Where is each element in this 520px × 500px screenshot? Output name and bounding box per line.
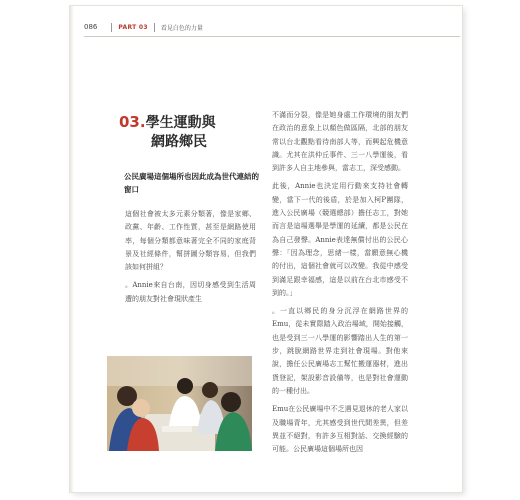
photo-illustration [107, 356, 252, 451]
paragraph: 這個社會被太多元素分類著，像是家鄉、政黨、年齡、工作性質，甚至是網路使用率，每個分類都意味著完全不同的家庭背景及社經條件，幫拼圖分類容易，但我們該如何拼組？ [125, 210, 256, 272]
article-subtitle: 公民廣場這個場所也因此成為世代連結的窗口 [124, 172, 259, 194]
part-label: PART 03 [118, 23, 148, 31]
volunteers-photo [107, 356, 252, 451]
right-column [272, 109, 408, 461]
header-rule [84, 36, 460, 37]
article-title [119, 113, 254, 152]
paragraph: 不滿而分裂，像是她身處工作環境的朋友們在政治的意象上以顏色做區隔，北部的朋友常以台北觀點看待南部人等，而興起危機意識。尤其在洪仲丘事件、三一八學運後，看到許多人自主地參與，當志工，深受感動。 [272, 111, 408, 173]
title-line-2: 網路鄉民 [151, 134, 207, 150]
paragraph: 。一直以鄉民的身分沉浮在網路世界的Emu，從未實際踏入政治場域，開始接觸，也是受到三一八學運的影響踏出人生的第一步，跳脫網路世界走到社會現場。對他來說，擔任公民廣場志工幫忙搬運器材，進出貨登記，架設影音設備等，也是對社會運動的一種付出。 [272, 307, 408, 395]
paragraph: 此後，Annie也決定用行動來支持社會轉變，當下一代的後盾，於是加入柯P團隊，進入公民廣場（競選總部）擔任志工，對她而言是這場選舉是學運的延續，都是公民在為自己發聲。Annie表達無償付出的公民心聲：「因為理念，思緒一樣，當願意無心機的付出，這個社會就可以改變。我從中感受到滿足跟幸福感，這是以前在台北市感受不到的。」 [272, 182, 408, 297]
paragraph: Emu在公民廣場中不乏遇見退休的老人家以及職場青年，尤其感受到世代間差異，但差異並不絕對，有許多互相對話、交換經驗的可能。公民廣場這個場所也因 [272, 405, 408, 454]
article-number: 03. [119, 113, 146, 131]
running-header [84, 21, 203, 33]
title-line-1: 學生運動與 [145, 115, 216, 131]
header-divider [111, 23, 112, 32]
paragraph: 。Annie來自台南，因切身感受到生活周遭的朋友對社會現狀產生 [125, 281, 256, 303]
left-column [125, 208, 256, 311]
page-number: 086 [84, 23, 98, 31]
section-title: 看見白色的力量 [160, 24, 203, 32]
header-divider [154, 23, 155, 32]
page-spine-shadow [70, 6, 74, 492]
